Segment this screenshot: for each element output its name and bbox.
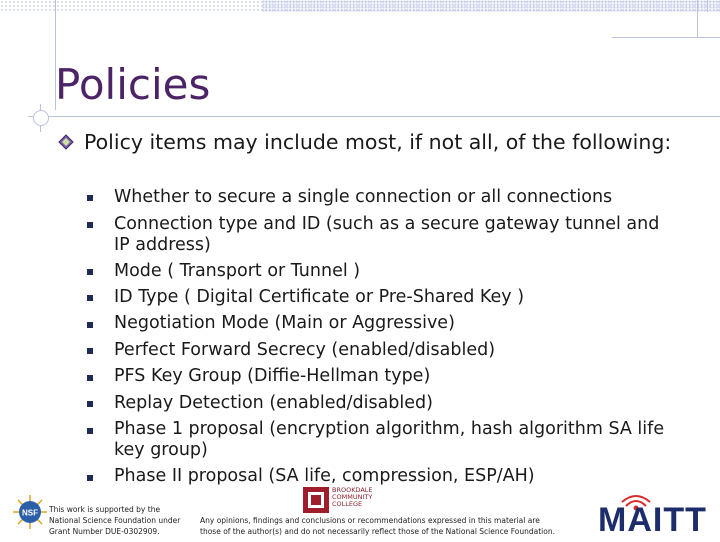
top-decorative-band-right bbox=[262, 0, 720, 12]
right-vertical-line bbox=[697, 0, 698, 38]
maitt-logo-text: MAITT bbox=[598, 501, 707, 539]
list-item: Phase 1 proposal (encryption algorithm, hash algorithm SA life key group) bbox=[114, 419, 665, 460]
list-item: Phase II proposal (SA life, compression, ESP/AH) bbox=[114, 466, 535, 486]
nsf-logo bbox=[12, 494, 48, 534]
list-item: Mode ( Transport or Tunnel ) bbox=[114, 261, 361, 281]
list-item: PFS Key Group (Diffie-Hellman type) bbox=[114, 366, 431, 386]
list-item: Replay Detection (enabled/disabled) bbox=[114, 393, 433, 413]
square-bullet-icon bbox=[87, 348, 93, 354]
nsf-logo-text: NSF bbox=[22, 508, 38, 518]
square-bullet-icon bbox=[87, 322, 93, 328]
square-bullet-icon bbox=[87, 222, 93, 228]
square-bullet-icon bbox=[87, 295, 93, 301]
right-vertical-line-2 bbox=[707, 0, 708, 12]
square-bullet-icon bbox=[87, 195, 93, 201]
main-point: Policy items may include most, if not all, of the following: bbox=[84, 130, 672, 154]
list-item: ID Type ( Digital Certificate or Pre-Shared Key ) bbox=[114, 287, 525, 307]
list-item: Perfect Forward Secrecy (enabled/disabled) bbox=[114, 340, 496, 360]
college-name: BROOKDALE COMMUNITY COLLEGE bbox=[332, 486, 373, 508]
list-item: Connection type and ID (such as a secure gateway tunnel and IP address) bbox=[114, 214, 660, 255]
square-bullet-icon bbox=[87, 269, 93, 275]
square-bullet-icon bbox=[87, 475, 93, 481]
nsf-support-text: This work is supported by the National Science Foundation under Grant Number DUE-0302909. bbox=[49, 505, 181, 536]
diamond-bullet-icon bbox=[58, 134, 74, 154]
disclaimer-text: Any opinions, findings and conclusions or recommendations expressed in this material are those of the author(s) and do not necessarily reflect those of the National Science Foundation. bbox=[200, 516, 555, 536]
college-logo bbox=[303, 487, 329, 517]
slide-title: Policies bbox=[55, 60, 211, 109]
title-underline bbox=[28, 116, 720, 117]
corner-circle-ornament bbox=[33, 110, 49, 126]
list-item: Negotiation Mode (Main or Aggressive) bbox=[114, 313, 455, 333]
square-bullet-icon bbox=[87, 401, 93, 407]
square-bullet-icon bbox=[87, 428, 93, 434]
list-item: Whether to secure a single connection or all connections bbox=[114, 187, 613, 207]
top-right-rule bbox=[612, 37, 720, 38]
square-bullet-icon bbox=[87, 375, 93, 381]
